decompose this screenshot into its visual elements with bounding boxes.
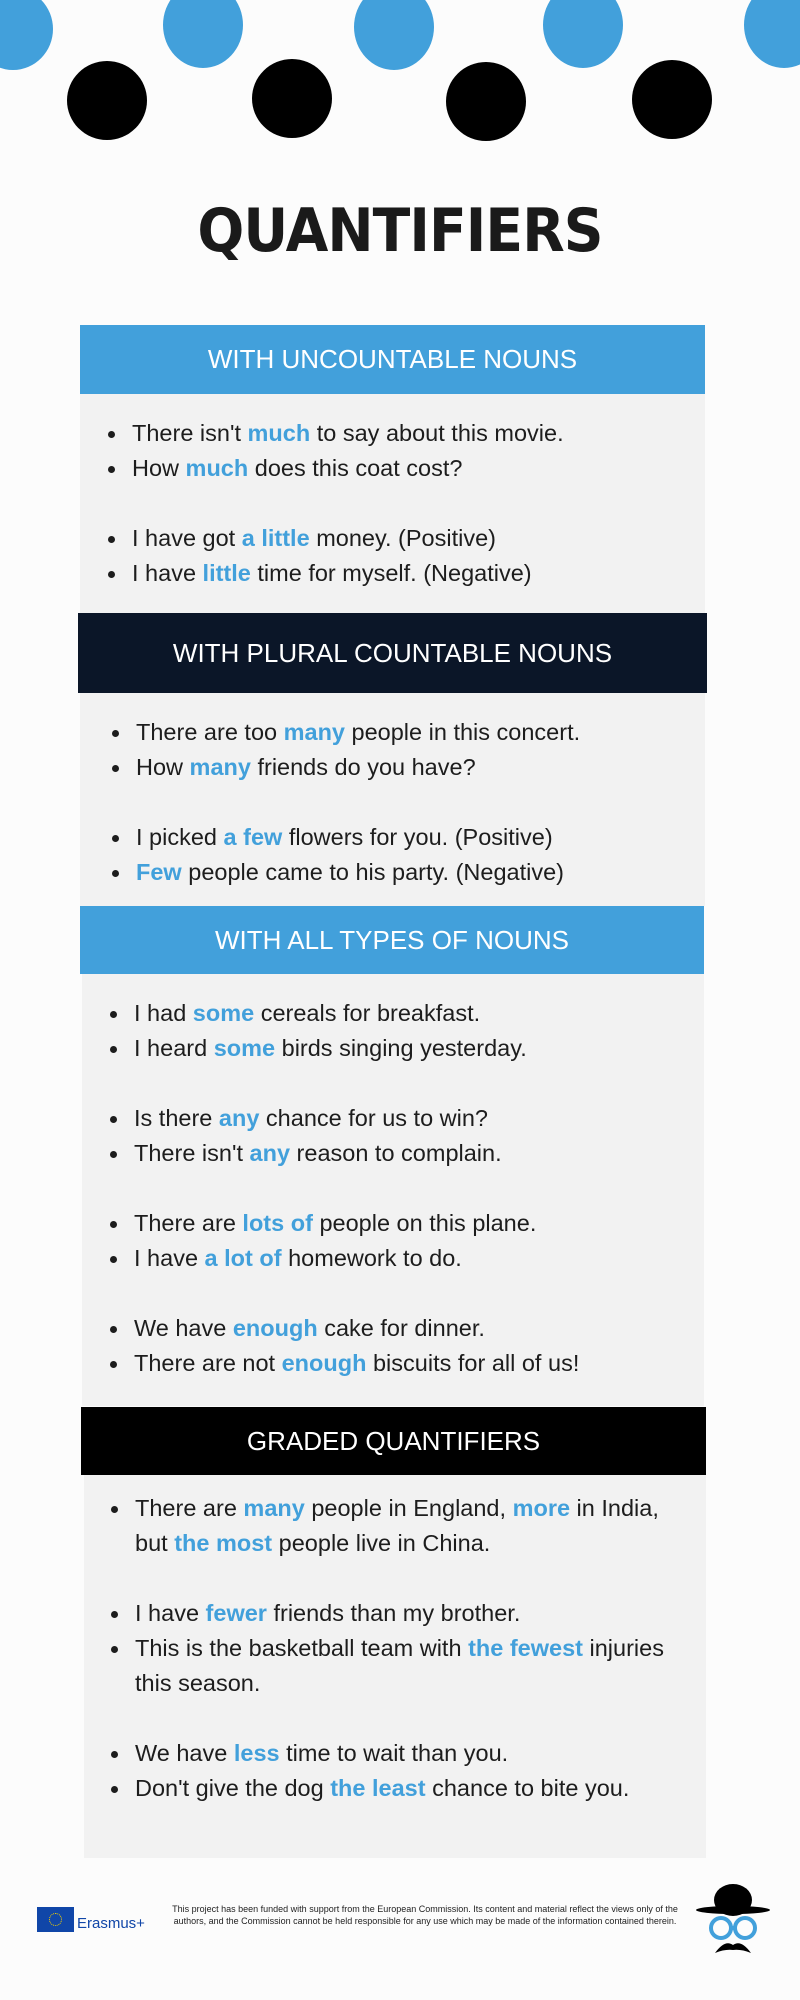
sentence-text: chance for us to win? xyxy=(259,1105,489,1131)
section-heading-all-types: WITH ALL TYPES OF NOUNS xyxy=(80,906,704,974)
bullet-list xyxy=(80,715,705,890)
example-sentence xyxy=(135,1631,706,1701)
sentence-text: There are xyxy=(134,1210,243,1236)
example-sentence xyxy=(134,1311,704,1346)
sentence-text: people in England, xyxy=(304,1495,513,1521)
sentence-text: flowers for you. (Positive) xyxy=(282,824,553,850)
quantifier-highlight: a lot of xyxy=(204,1245,282,1271)
sentence-text: money. (Positive) xyxy=(309,525,496,551)
mascot-icon xyxy=(695,1883,771,1957)
quantifier-highlight: some xyxy=(192,1000,255,1026)
sentence-text: friends do you have? xyxy=(250,754,476,780)
page-title: QUANTIFIERS xyxy=(197,196,603,266)
quantifier-highlight: the least xyxy=(330,1775,426,1801)
bullet-list xyxy=(80,416,705,591)
quantifier-highlight: any xyxy=(249,1140,291,1166)
section-box-graded xyxy=(84,1475,706,1858)
blue-dot xyxy=(354,0,434,70)
section-heading-graded: GRADED QUANTIFIERS xyxy=(81,1407,706,1475)
blue-dot xyxy=(0,0,53,70)
blue-dot xyxy=(163,0,243,68)
quantifier-highlight: more xyxy=(512,1495,571,1521)
black-dot xyxy=(67,61,147,140)
sentence-text: There are too xyxy=(136,719,284,745)
sentence-text: Don't give the dog xyxy=(135,1775,331,1801)
example-sentence xyxy=(136,855,705,890)
quantifier-highlight: enough xyxy=(281,1350,367,1376)
quantifier-highlight: less xyxy=(233,1740,280,1766)
sentence-text: I heard xyxy=(134,1035,214,1061)
sentence-text: people on this plane. xyxy=(312,1210,537,1236)
example-sentence xyxy=(134,1101,704,1136)
sentence-text: I had xyxy=(134,1000,193,1026)
example-sentence xyxy=(134,996,704,1031)
example-sentence xyxy=(136,820,705,855)
sentence-text: I have xyxy=(132,560,203,586)
section-heading-plural-countable: WITH PLURAL COUNTABLE NOUNS xyxy=(78,613,707,693)
quantifier-highlight: lots of xyxy=(242,1210,313,1236)
quantifier-highlight: many xyxy=(189,754,251,780)
example-sentence xyxy=(136,715,705,750)
quantifier-highlight: much xyxy=(185,455,249,481)
erasmus-logo xyxy=(37,1907,145,1932)
example-sentence xyxy=(134,1206,704,1241)
example-sentence xyxy=(132,521,705,556)
quantifier-highlight: many xyxy=(243,1495,305,1521)
blue-dot xyxy=(543,0,623,68)
quantifier-highlight: the most xyxy=(174,1530,273,1556)
example-sentence xyxy=(132,416,705,451)
black-dot xyxy=(446,62,526,141)
sentence-text: people in this concert. xyxy=(345,719,581,745)
sentence-text: reason to complain. xyxy=(290,1140,502,1166)
sentence-text: I picked xyxy=(136,824,224,850)
bullet-list xyxy=(84,1491,706,1806)
example-sentence xyxy=(136,750,705,785)
sentence-text: We have xyxy=(134,1315,233,1341)
sentence-text: time for myself. (Negative) xyxy=(250,560,532,586)
quantifier-highlight: many xyxy=(283,719,345,745)
sentence-text: people came to his party. (Negative) xyxy=(181,859,564,885)
quantifier-highlight: Few xyxy=(136,859,182,885)
quantifier-highlight: much xyxy=(247,420,311,446)
sentence-text: people live in China. xyxy=(272,1530,491,1556)
sentence-text: cereals for breakfast. xyxy=(254,1000,481,1026)
section-box-uncountable xyxy=(80,394,705,613)
example-sentence xyxy=(134,1241,704,1276)
sentence-text: cake for dinner. xyxy=(317,1315,485,1341)
sentence-text: There isn't xyxy=(134,1140,250,1166)
example-sentence xyxy=(135,1596,706,1631)
sentence-text: in India, but xyxy=(135,1495,659,1556)
sentence-text: does this coat cost? xyxy=(248,455,463,481)
sentence-text: I have xyxy=(134,1245,205,1271)
example-sentence xyxy=(132,556,705,591)
blue-dot xyxy=(744,0,800,68)
example-sentence xyxy=(135,1771,706,1806)
example-sentence xyxy=(132,451,705,486)
bullet-list xyxy=(82,996,704,1381)
black-dot xyxy=(632,60,712,139)
quantifier-highlight: little xyxy=(202,560,251,586)
section-box-plural-countable xyxy=(80,693,705,906)
section-heading-uncountable: WITH UNCOUNTABLE NOUNS xyxy=(80,325,705,394)
sentence-text: injuries this season. xyxy=(135,1635,664,1696)
example-sentence xyxy=(134,1031,704,1066)
erasmus-label: Erasmus+ xyxy=(77,1915,145,1932)
quantifier-highlight: enough xyxy=(232,1315,318,1341)
section-box-all-types xyxy=(82,974,704,1406)
sentence-text: homework to do. xyxy=(281,1245,462,1271)
sentence-text: biscuits for all of us! xyxy=(366,1350,580,1376)
black-dot xyxy=(252,59,332,138)
sentence-text: chance to bite you. xyxy=(425,1775,630,1801)
sentence-text: There are xyxy=(135,1495,244,1521)
example-sentence xyxy=(134,1346,704,1381)
example-sentence xyxy=(135,1736,706,1771)
sentence-text: I have xyxy=(135,1600,206,1626)
example-sentence xyxy=(134,1136,704,1171)
sentence-text: friends than my brother. xyxy=(266,1600,521,1626)
example-sentence xyxy=(135,1491,706,1561)
sentence-text: This is the basketball team with xyxy=(135,1635,469,1661)
quantifier-highlight: a little xyxy=(241,525,310,551)
eu-flag-icon xyxy=(37,1907,74,1932)
quantifier-highlight: any xyxy=(218,1105,260,1131)
quantifier-highlight: some xyxy=(213,1035,276,1061)
quantifier-highlight: fewer xyxy=(205,1600,267,1626)
sentence-text: How xyxy=(132,455,186,481)
sentence-text: There isn't xyxy=(132,420,248,446)
sentence-text: Is there xyxy=(134,1105,219,1131)
sentence-text: There are not xyxy=(134,1350,282,1376)
sentence-text: I have got xyxy=(132,525,242,551)
sentence-text: time to wait than you. xyxy=(279,1740,509,1766)
sentence-text: We have xyxy=(135,1740,234,1766)
quantifier-highlight: a few xyxy=(223,824,283,850)
funding-disclaimer: This project has been funded with support from the European Commission. Its content and material reflect the views only of the authors, and the Commission cannot be held responsible for any use which may be made of the information contained therein. xyxy=(172,1904,678,1926)
quantifier-highlight: the fewest xyxy=(468,1635,583,1661)
sentence-text: How xyxy=(136,754,190,780)
sentence-text: to say about this movie. xyxy=(310,420,564,446)
sentence-text: birds singing yesterday. xyxy=(275,1035,527,1061)
